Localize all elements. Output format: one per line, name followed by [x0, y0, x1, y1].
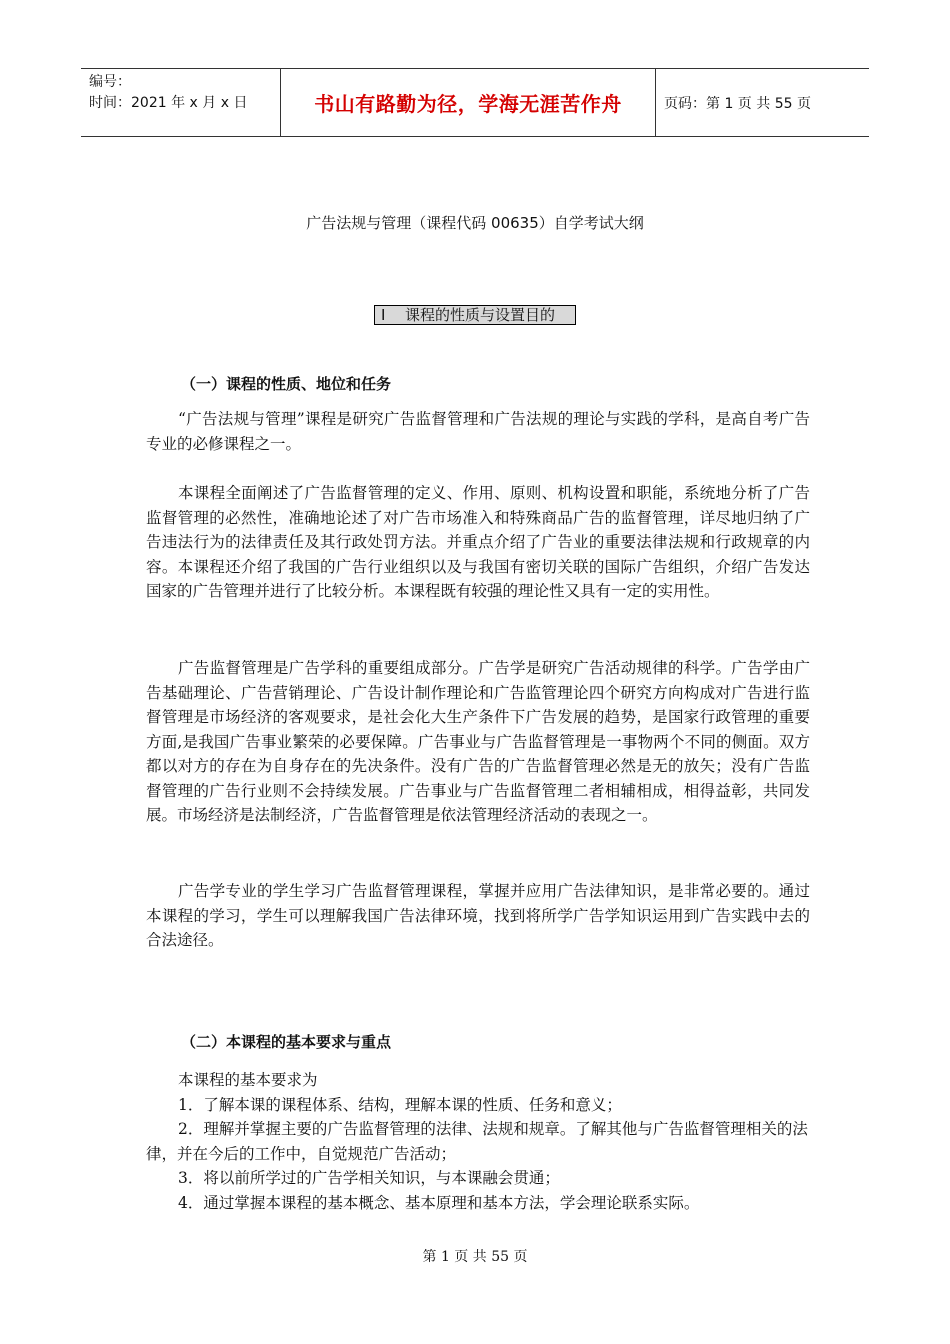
paragraph-2: 本课程全面阐述了广告监督管理的定义、作用、原则、机构设置和职能，系统地分析了广告监督管理的必然性，准确地论述了对广告市场准入和特殊商品广告的监督管理，详尽地归纳了广告违法行为的法律责任及其行政处罚方法。并重点介绍了广告业的重要法律法规和行政规章的内容。本课程还介绍了我国的广告行业组织以及与我国有密切关联的国际广告组织，介绍广告发达国家的广告管理并进行了比较分析。本课程既有较强的理论性又具有一定的实用性。 — [146, 484, 810, 600]
section-number: Ⅰ — [381, 306, 386, 324]
date-label: 时间：2021 年 x 月 x 日 — [89, 95, 248, 111]
subsection-heading-1: （一）课程的性质、地位和任务 — [181, 375, 392, 393]
paragraph-1: “广告法规与管理”课程是研究广告监督管理和广告法规的理论与实践的学科，是高自考广告专业的必修课程之一。 — [146, 410, 810, 453]
page-header — [81, 68, 869, 137]
paragraph-3: 广告监督管理是广告学科的重要组成部分。广告学是研究广告活动规律的科学。广告学由广告基础理论、广告营销理论、广告设计制作理论和广告监管理论四个研究方向构成对广告进行监督管理是市场经济的客观要求，是社会化大生产条件下广告发展的趋势，是国家行政管理的重要方面,是我国广告事业繁荣的必要保障。广告事业与广告监督管理是一事物两个不同的侧面。双方都以对方的存在为自身存在的先决条件。没有广告的广告监督管理必然是无的放矢；没有广告监督管理的广告行业则不会持续发展。广告事业与广告监督管理二者相辅相成，相得益彰，共同发展。市场经济是法制经济，广告监督管理是依法管理经济活动的表现之一。 — [146, 659, 810, 824]
page-footer: 第 1 页 共 55 页 — [422, 1249, 528, 1265]
number-label: 编号： — [89, 74, 131, 90]
header-page-label: 页码：第 1 页 共 55 页 — [664, 95, 811, 112]
header-meta — [81, 69, 281, 136]
section-title: 课程的性质与设置目的 — [405, 306, 556, 324]
section-heading — [374, 305, 576, 325]
requirements-list — [146, 1068, 810, 1215]
list-item: 4．通过掌握本课程的基本概念、基本原理和基本方法，学会理论联系实际。 — [178, 1193, 700, 1212]
document-title: 广告法规与管理（课程代码 00635）自学考试大纲 — [306, 214, 644, 232]
requirements-intro: 本课程的基本要求为 — [178, 1071, 318, 1089]
subsection-heading-2: （二）本课程的基本要求与重点 — [181, 1033, 392, 1051]
list-item: 3．将以前所学过的广告学相关知识，与本课融会贯通； — [178, 1169, 560, 1187]
paragraph-4: 广告学专业的学生学习广告监督管理课程，掌握并应用广告法律知识，是非常必要的。通过本课程的学习，学生可以理解我国广告法律环境，找到将所学广告学知识运用到广告实践中去的合法途径。 — [146, 882, 810, 949]
list-item: 1．了解本课的课程体系、结构，理解本课的性质、任务和意义； — [178, 1095, 622, 1114]
header-motto: 书山有路勤为径，学海无涯苦作舟 — [281, 69, 656, 136]
list-item: 2．理解并掌握主要的广告监督管理的法律、法规和规章。了解其他与广告监督管理相关的法律，并在今后的工作中，自觉规范广告活动； — [146, 1120, 808, 1163]
